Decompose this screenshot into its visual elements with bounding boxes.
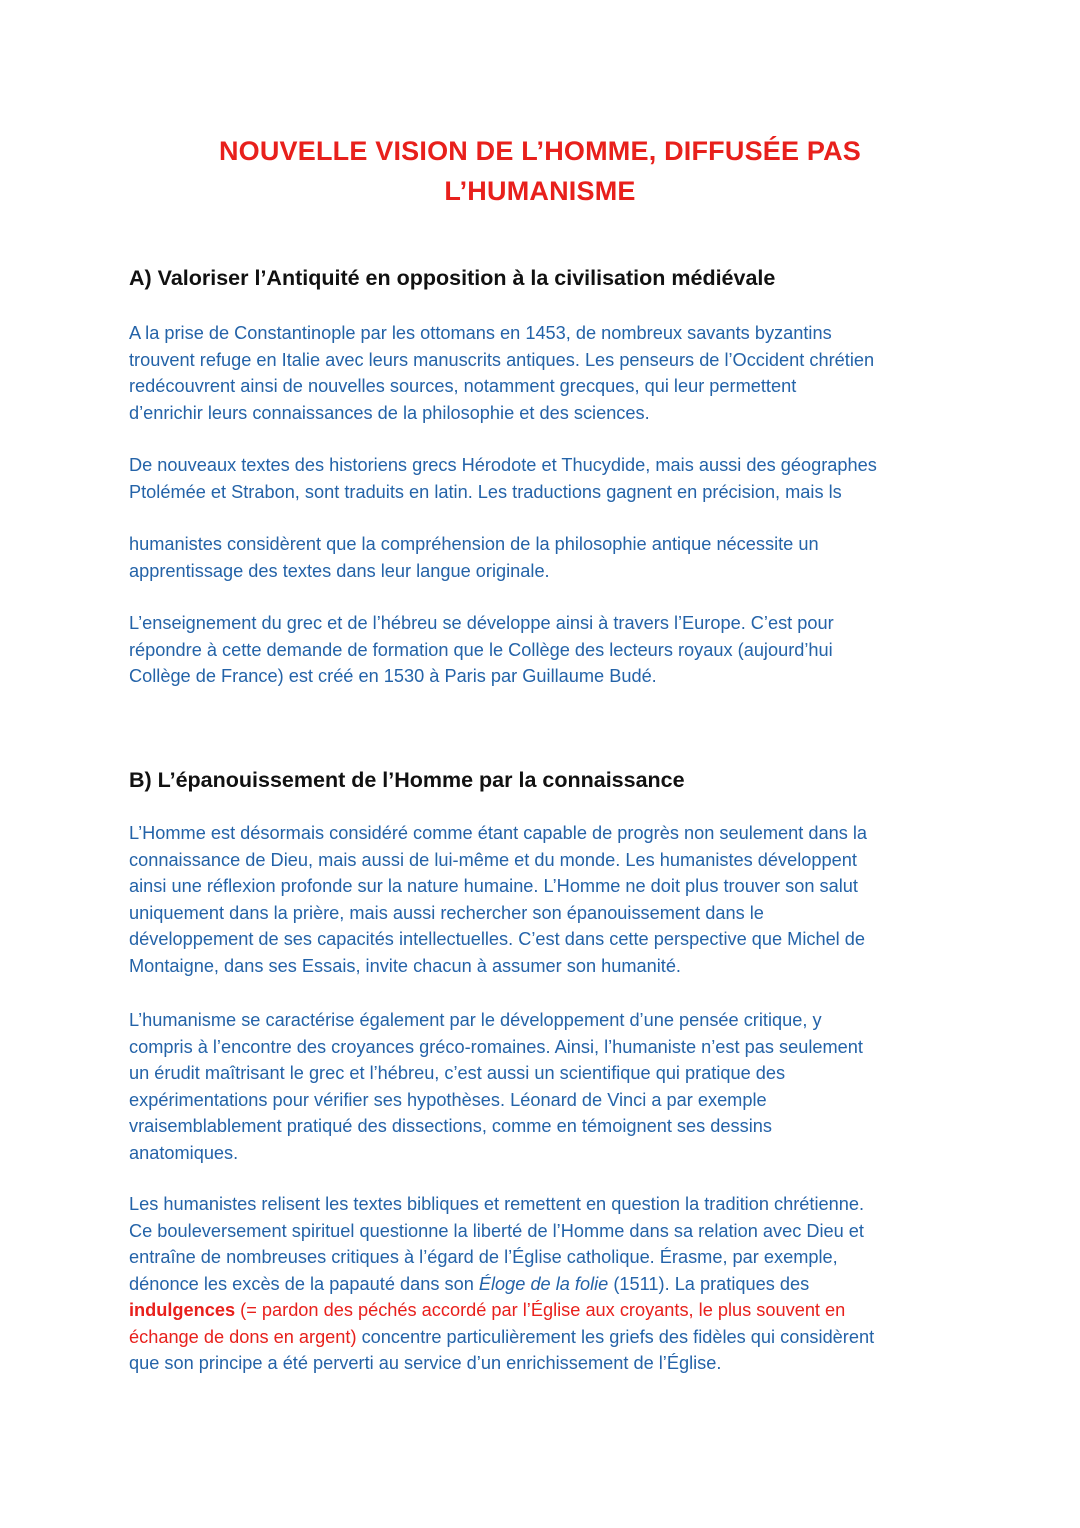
section-a-paragraph-3: [129, 531, 819, 584]
text-line: Ce bouleversement spirituel questionne la liberté de l’Homme dans sa relation avec Dieu et: [129, 1220, 864, 1241]
glossary-definition: échange de dons en argent): [129, 1326, 357, 1347]
book-title: Éloge de la folie: [478, 1273, 609, 1294]
text-line: [129, 1297, 874, 1324]
glossary-term: indulgences: [129, 1300, 236, 1320]
text-line: que son principe a été perverti au service d’un enrichissement de l’Église.: [129, 1353, 722, 1373]
section-b-paragraph-1: [129, 820, 867, 979]
text-line: Montaigne, dans ses Essais, invite chacun à assumer son humanité.: [129, 955, 681, 976]
text-line: De nouveaux textes des historiens grecs Hérodote et Thucydide, mais aussi des géographes: [129, 455, 877, 475]
text-line: d’enrichir leurs connaissances de la philosophie et des sciences.: [129, 402, 650, 423]
text-line: uniquement dans la prière, mais aussi rechercher son épanouissement dans le: [129, 902, 764, 923]
text-fragment: (1511). La pratiques des: [608, 1273, 810, 1294]
text-line: Les humanistes relisent les textes bibliques et remettent en question la tradition chrétienne.: [129, 1194, 864, 1214]
text-line: Collège de France) est créé en 1530 à Paris par Guillaume Budé.: [129, 666, 657, 686]
text-line: L’humanisme se caractérise également par le développement d’une pensée critique, y: [129, 1010, 822, 1030]
text-fragment: dénonce les excès de la papauté dans son: [129, 1273, 479, 1294]
text-line: L’Homme est désormais considéré comme étant capable de progrès non seulement dans la: [129, 823, 868, 843]
page-title-line-1: NOUVELLE VISION DE L’HOMME, DIFFUSÉE PAS: [218, 136, 862, 166]
text-line: [129, 1271, 874, 1298]
text-line: L’enseignement du grec et de l’hébreu se développe ainsi à travers l’Europe. C’est pour: [129, 613, 834, 633]
section-a-paragraph-1: [129, 320, 874, 426]
text-line: vraisemblablement pratiqué des dissections, comme en témoignent ses dessins: [129, 1116, 772, 1136]
text-line: compris à l’encontre des croyances gréco-romaines. Ainsi, l’humaniste n’est pas seulement: [129, 1036, 863, 1057]
text-line: anatomiques.: [129, 1142, 239, 1163]
page-title-line-2: L’HUMANISME: [444, 176, 636, 206]
text-line: ainsi une réflexion profonde sur la nature humaine. L’Homme ne doit plus trouver son salut: [129, 876, 858, 896]
section-a-heading: A) Valoriser l’Antiquité en opposition à la civilisation médiévale: [129, 266, 776, 290]
text-line: Ptolémée et Strabon, sont traduits en latin. Les traductions gagnent en précision, mais ls: [129, 481, 842, 502]
text-line: trouvent refuge en Italie avec leurs manuscrits antiques. Les penseurs de l’Occident chrétien: [129, 349, 875, 370]
section-a-paragraph-4: [129, 610, 834, 690]
section-b-paragraph-2: [129, 1007, 863, 1166]
text-line: redécouvrent ainsi de nouvelles sources, notamment grecques, qui leur permettent: [129, 376, 797, 396]
glossary-definition: (= pardon des péchés accordé par l’Église aux croyants, le plus souvent en: [235, 1300, 846, 1320]
text-line: entraîne de nombreuses critiques à l’égard de l’Église catholique. Érasme, par exemple,: [129, 1247, 838, 1267]
text-line: A la prise de Constantinople par les ottomans en 1453, de nombreux savants byzantins: [129, 323, 832, 343]
section-a-paragraph-2: [129, 452, 877, 505]
text-line: connaissance de Dieu, mais aussi de lui-même et du monde. Les humanistes développent: [129, 849, 857, 870]
page-title: [140, 131, 940, 211]
text-fragment: concentre particulièrement les griefs des fidèles qui considèrent: [356, 1326, 875, 1347]
text-line: répondre à cette demande de formation que le Collège des lecteurs royaux (aujourd’hui: [129, 639, 833, 660]
section-b-heading: B) L’épanouissement de l’Homme par la connaissance: [129, 768, 685, 792]
text-line: expérimentations pour vérifier ses hypothèses. Léonard de Vinci a par exemple: [129, 1089, 767, 1110]
text-line: humanistes considèrent que la compréhension de la philosophie antique nécessite un: [129, 534, 819, 554]
section-b-paragraph-3: [129, 1191, 874, 1377]
text-line: développement de ses capacités intellectuelles. C’est dans cette perspective que Michel de: [129, 929, 866, 949]
text-line: un érudit maîtrisant le grec et l’hébreu, c’est aussi un scientifique qui pratique des: [129, 1063, 786, 1083]
text-line: [129, 1324, 874, 1351]
text-line: apprentissage des textes dans leur langue originale.: [129, 560, 550, 581]
